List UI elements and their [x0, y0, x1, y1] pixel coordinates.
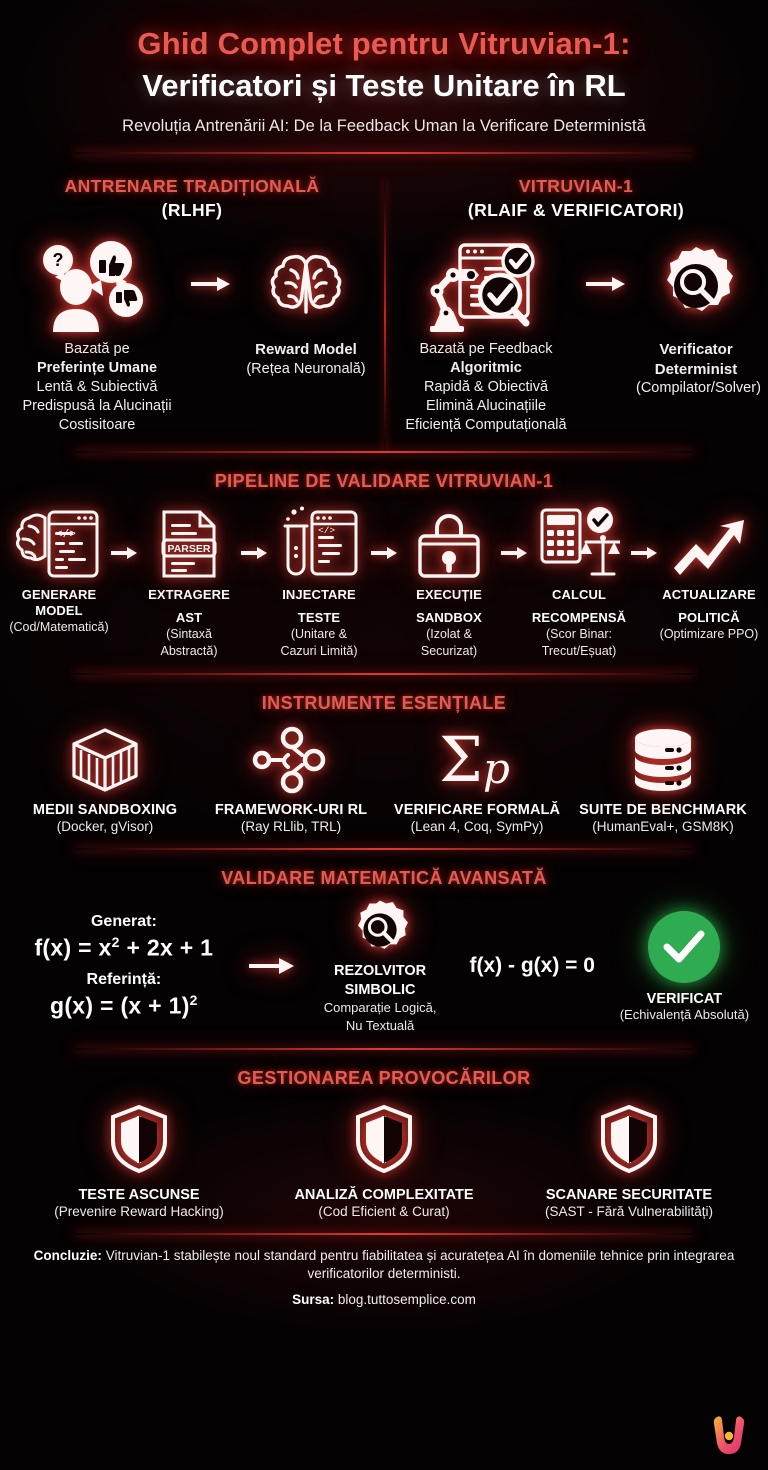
gear-search-icon: [636, 238, 756, 334]
check-circle-icon: [648, 911, 720, 983]
pipeline-step-3-name-2: SANDBOX: [416, 609, 482, 625]
compare-right-title-text: VITRUVIAN-1: [518, 176, 634, 196]
math-solver: [306, 899, 453, 1034]
divider-above-footer: [74, 1233, 694, 1235]
tool-item-formal-verification: [384, 724, 570, 834]
column-divider: [384, 180, 386, 452]
pipeline-step-4-name-2: RECOMPENSĂ: [531, 609, 627, 625]
compare-right-line-0-text: Bazată pe Feedback: [419, 340, 553, 357]
pipeline-step-2-desc-2: Cazuri Limită): [280, 644, 358, 659]
database-stack-icon: [570, 724, 756, 796]
compare-left-source: [13, 238, 181, 436]
pipeline-step-5-desc-1: (Optimizare PPO): [659, 627, 759, 642]
math-solver-name-2: SIMBOLIC: [344, 981, 416, 998]
arrow-right-icon: [631, 502, 657, 565]
math-verified-name: VERIFICAT: [646, 990, 723, 1007]
math-title: VALIDARE MATEMATICĂ AVANSATĂ: [221, 868, 547, 889]
pipeline-step-0-name-2: MODEL: [35, 602, 83, 618]
compare-column-traditional: [0, 176, 384, 435]
pipeline-step-3-desc-1: (Izolat &: [426, 627, 472, 642]
source-value: blog.tuttosemplice.com: [334, 1292, 476, 1307]
compare-left-line-0: Bazată pe: [64, 340, 130, 357]
arrow-right-icon: [191, 276, 231, 297]
challenge-item-2-name: SCANARE SECURITATE: [545, 1186, 713, 1203]
pipeline-steps: [0, 502, 768, 659]
tool-item-3-name: SUITE DE BENCHMARK: [579, 802, 747, 819]
conclusion-body: Vitruvian-1 stabilește noul standard pentru fiabilitatea și acuratețea AI în domeniile tehnice prin integrarea verificatorilor deterministi.: [101, 1247, 735, 1281]
pipeline-step-2-name-1: INJECTARE: [282, 587, 356, 603]
tool-item-0-desc: (Docker, gVisor): [56, 819, 154, 835]
tool-item-1-desc: (Ray RLlib, TRL): [240, 819, 342, 835]
svg-text:p: p: [483, 744, 510, 794]
arrow-right-icon: [371, 502, 397, 565]
pipeline-step-2-desc-1: (Unitare &: [290, 627, 348, 642]
math-reference-eq-sup: 2: [189, 992, 198, 1009]
compare-left-line-1: Preferințe Umane: [36, 359, 158, 376]
pipeline-step-4-desc-1: (Scor Binar:: [546, 627, 612, 642]
compare-right-line-2: Rapidă & Obiectivă: [423, 379, 549, 395]
pipeline-step-4-name-1: CALCUL: [551, 587, 607, 603]
math-reference-eq-a: g(x) = (x + 1): [49, 992, 190, 1019]
compare-right-title: [396, 176, 756, 222]
challenge-item-2-desc: (SAST - Fără Vulnerabilități): [544, 1203, 714, 1219]
source-line: [30, 1292, 738, 1307]
pipeline-step-extragere: [137, 502, 241, 659]
tool-item-2-name: VERIFICARE FORMALĂ: [393, 802, 561, 819]
parser-file-icon: [137, 502, 241, 580]
tool-item-rl-frameworks: [198, 724, 384, 834]
tool-item-3-desc: (HumanEval+, GSM8K): [592, 819, 734, 835]
pipeline-step-3-desc-2: Securizat): [420, 644, 478, 659]
math-generated-label: Generat:: [90, 912, 157, 930]
pipeline-step-0-name-1: GENERARE: [21, 587, 97, 603]
node-graph-icon: [198, 724, 384, 796]
challenge-item-complexity: [262, 1099, 507, 1219]
page-subtitle: Revoluția Antrenării AI: De la Feedback Uman la Verificare Deterministă: [122, 117, 646, 135]
pipeline-step-1-desc-2: Abstractă): [160, 644, 218, 659]
compare-left-line-4: Costisitoare: [58, 417, 136, 434]
pipeline-step-2-name-2: TESTE: [297, 609, 341, 625]
pipeline-section: [0, 471, 768, 659]
divider-above-tools: [74, 673, 694, 675]
svg-text:PARSER: PARSER: [167, 543, 211, 556]
compare-right-subtitle: (RLAIF & VERIFICATORI): [467, 199, 685, 220]
arrow-right-icon: [111, 502, 137, 565]
challenge-item-1-name: ANALIZĂ COMPLEXITATE: [294, 1186, 474, 1203]
compare-right-source-text: [396, 340, 576, 436]
arrow-right-icon: [501, 502, 527, 565]
tools-section: [0, 693, 768, 834]
math-generated-eq-b: + 2x + 1: [119, 934, 214, 961]
challenge-item-hidden-tests: [17, 1099, 262, 1219]
math-solver-desc-2: Nu Textuală: [345, 1017, 415, 1033]
container-cube-icon: [12, 724, 198, 796]
pipeline-step-injectare: [267, 502, 371, 659]
pipeline-step-actualizare: [657, 502, 761, 642]
tool-item-2-desc: (Lean 4, Coq, SymPy): [410, 819, 544, 835]
source-label: Sursa:: [292, 1292, 335, 1307]
tool-item-0-name: MEDII SANDBOXING: [32, 802, 178, 819]
pipeline-step-5-name-2: POLITICĂ: [678, 609, 740, 625]
compare-right-source: [396, 238, 576, 436]
compare-left-body: [12, 238, 372, 436]
compare-right-line-0: [396, 340, 576, 359]
pipeline-step-calcul: [527, 502, 631, 659]
pipeline-title: PIPELINE DE VALIDARE VITRUVIAN-1: [214, 471, 554, 492]
conclusion-text: [30, 1247, 738, 1283]
page-title-line1: Ghid Complet pentru Vitruvian-1:: [137, 26, 631, 61]
test-tube-code-icon: [267, 502, 371, 580]
math-reference-equation: [10, 992, 238, 1020]
math-result-equation: f(x) - g(x) = 0: [469, 954, 595, 978]
pipeline-step-executie: [397, 502, 501, 659]
compare-left-line-2: Lentă & Subiectivă: [36, 379, 158, 395]
shield-icon: [17, 1099, 262, 1179]
trending-up-arrow-icon: [657, 502, 761, 580]
math-solver-name-1: REZOLVITOR: [334, 963, 427, 980]
lock-sandbox-icon: [397, 502, 501, 580]
brand-u-logo-icon: [712, 1414, 746, 1454]
title-block: [0, 0, 768, 136]
pipeline-step-4-desc-2: Trecut/Eșuat): [541, 644, 617, 659]
pipeline-step-5-name-1: ACTUALIZARE: [662, 587, 756, 603]
automated-verification-icon: [396, 238, 576, 334]
compare-left-subtitle: (RLHF): [161, 199, 223, 220]
compare-left-source-text: [13, 340, 181, 436]
compare-right-target-name-2: Determinist: [654, 360, 738, 378]
calculator-scales-icon: [527, 502, 631, 580]
math-section: [0, 868, 768, 1034]
arrow-right-icon: [238, 957, 307, 975]
gear-search-icon: [306, 899, 453, 961]
compare-left-title: [12, 176, 372, 222]
svg-text:Σ: Σ: [439, 725, 483, 796]
math-reference-label: Referință:: [86, 971, 162, 989]
pipeline-step-1-name-1: EXTRAGERE: [148, 587, 230, 603]
pipeline-step-3-name-1: EXECUȚIE: [416, 587, 482, 603]
svg-text:</>: </>: [56, 529, 76, 542]
compare-left-target-name: Reward Model: [255, 340, 357, 358]
arrow-right-icon: [241, 502, 267, 565]
challenges-section: [0, 1068, 768, 1219]
compare-right-target-name-1: Verificator: [659, 340, 733, 358]
compare-right-line-3: Elimină Alucinațiile: [425, 398, 547, 415]
compare-right-target-text: [636, 340, 761, 399]
brain-code-icon: [7, 502, 111, 580]
compare-right-target: [636, 238, 761, 399]
challenges-list: [0, 1099, 768, 1219]
svg-text:</>: </>: [318, 525, 336, 537]
divider-above-math: [74, 848, 694, 850]
tool-item-benchmarks: [570, 724, 756, 834]
compare-left-target-text: [241, 340, 371, 379]
page-title-line2: Verificatori și Teste Unitare în RL: [142, 68, 626, 103]
divider-under-title: [74, 152, 694, 154]
math-verified-badge: [611, 911, 758, 1022]
compare-left-target: [241, 238, 371, 379]
comparison-section: [0, 176, 768, 435]
svg-text:?: ?: [52, 249, 64, 270]
challenge-item-1-desc: (Cod Eficient & Curat): [318, 1203, 450, 1219]
compare-right-line-4: Eficiență Computațională: [405, 417, 567, 434]
math-generated-eq-sup: 2: [111, 933, 120, 950]
compare-left-line-3: Predispusă la Alucinații: [22, 398, 172, 415]
compare-left-title-text: ANTRENARE TRADIȚIONALĂ: [64, 176, 320, 196]
challenge-item-0-name: TESTE ASCUNSE: [78, 1186, 200, 1203]
pipeline-step-0-desc-1: (Cod/Matematică): [9, 620, 109, 635]
compare-right-line-1: Algoritmic: [450, 359, 522, 376]
pipeline-step-generare: [7, 502, 111, 635]
human-feedback-icon: [13, 238, 181, 334]
sigma-p-icon: [384, 724, 570, 796]
arrow-right-icon: [586, 276, 626, 297]
challenge-item-0-desc: (Prevenire Reward Hacking): [54, 1203, 224, 1219]
challenge-item-security: [507, 1099, 752, 1219]
shield-icon: [507, 1099, 752, 1179]
math-solver-desc-1: Comparație Logică,: [323, 1000, 437, 1016]
math-equations: [10, 913, 238, 1020]
math-flow: [0, 899, 768, 1034]
divider-above-challenges: [74, 1048, 694, 1050]
compare-column-vitruvian: [384, 176, 768, 435]
conclusion-label: Concluzie:: [33, 1247, 102, 1263]
math-verified-desc: (Echivalență Absolută): [619, 1006, 750, 1022]
compare-left-target-desc: (Rețea Neuronală): [246, 360, 366, 377]
tools-title: INSTRUMENTE ESENȚIALE: [261, 693, 507, 714]
challenges-title: GESTIONAREA PROVOCĂRILOR: [237, 1067, 531, 1088]
pipeline-step-1-name-2: AST: [175, 609, 203, 625]
tool-item-1-name: FRAMEWORK-URI RL: [214, 802, 368, 819]
compare-right-target-desc: (Compilator/Solver): [636, 380, 761, 397]
compare-right-body: [396, 238, 761, 436]
shield-icon: [262, 1099, 507, 1179]
math-generated-eq-a: f(x) = x: [34, 934, 112, 961]
math-generated-equation: [10, 934, 238, 962]
footer: [0, 1247, 768, 1307]
tool-item-sandboxing: [12, 724, 198, 834]
tools-list: [0, 724, 768, 834]
brain-icon: [241, 238, 371, 334]
pipeline-step-1-desc-1: (Sintaxă: [166, 627, 212, 642]
